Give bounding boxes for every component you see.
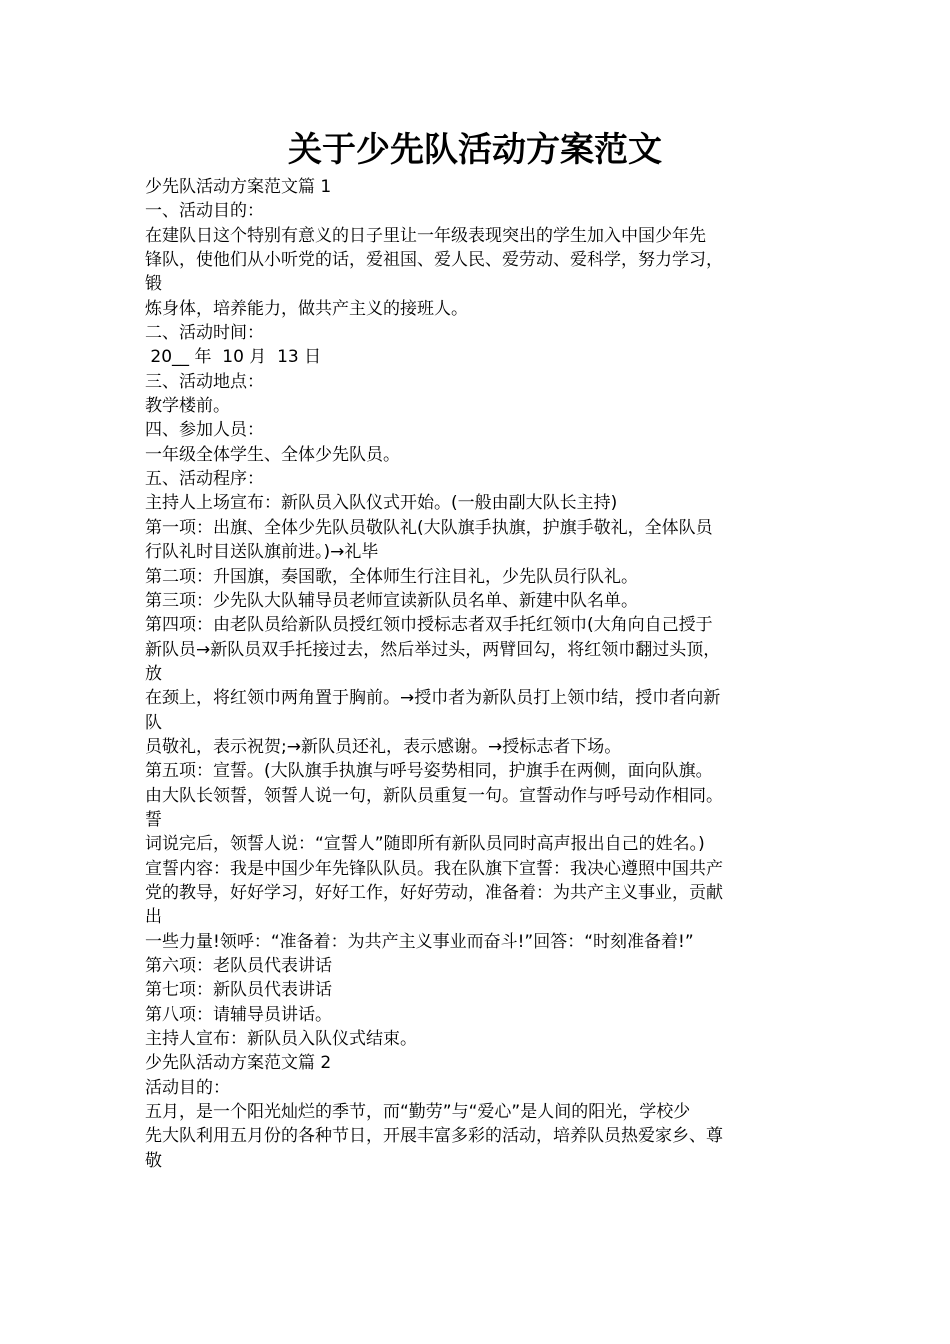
text-line: 五、活动程序： bbox=[145, 469, 264, 490]
text-line: 第五项：宣誓。(大队旗手执旗与呼号姿势相同，护旗手在两侧，面向队旗。 bbox=[145, 761, 713, 782]
text-line: 第八项：请辅导员讲话。 bbox=[145, 1004, 332, 1025]
text-line: 五月，是一个阳光灿烂的季节，而“勤劳”与“爱心”是人间的阳光，学校少 bbox=[145, 1102, 691, 1123]
text-line: 四、参加人员： bbox=[145, 420, 264, 441]
text-line: 少先队活动方案范文篇 1 bbox=[145, 177, 332, 197]
text-line: 由大队长领誓，领誓人说一句，新队员重复一句。宣誓动作与呼号动作相同。 bbox=[145, 785, 723, 806]
text-line: 锋队，使他们从小听党的话，爱祖国、爱人民、爱劳动、爱科学，努力学习， bbox=[145, 250, 723, 271]
text-line: 少先队活动方案范文篇 2 bbox=[145, 1053, 332, 1074]
text-line: 主持人上场宣布：新队员入队仪式开始。(一般由副大队长主持) bbox=[145, 493, 618, 514]
text-line: 第四项：由老队员给新队员授红领巾授标志者双手托红领巾(大角向自己授于 bbox=[145, 615, 713, 636]
text-line: 第六项：老队员代表讲话 bbox=[145, 956, 332, 976]
text-line: 炼身体，培养能力，做共产主义的接班人。 bbox=[145, 298, 468, 319]
text-line: 一、活动目的： bbox=[145, 201, 264, 222]
text-line: 一些力量!领呼：“准备着：为共产主义事业而奋斗!”回答：“时刻准备着!” bbox=[145, 931, 694, 952]
document-body bbox=[145, 175, 825, 1173]
text-line: 行队礼时目送队旗前进。)→礼毕 bbox=[145, 542, 379, 563]
text-line: 第二项：升国旗，奏国歌，全体师生行注目礼，少先队员行队礼。 bbox=[145, 566, 638, 587]
text-line: 先大队利用五月份的各种节日，开展丰富多彩的活动，培养队员热爱家乡、尊 bbox=[145, 1126, 723, 1147]
text-line: 党的教导，好好学习，好好工作，好好劳动，准备着：为共产主义事业，贡献 bbox=[145, 882, 723, 903]
text-line: 第一项：出旗、全体少先队员敬队礼(大队旗手执旗，护旗手敬礼，全体队员 bbox=[145, 517, 713, 538]
text-line: 誓 bbox=[145, 809, 162, 830]
text-line: 员敬礼，表示祝贺;→新队员还礼，表示感谢。→授标志者下场。 bbox=[145, 736, 622, 757]
text-line: 在建队日这个特别有意义的日子里让一年级表现突出的学生加入中国少年先 bbox=[145, 225, 706, 246]
text-line: 敬 bbox=[145, 1150, 162, 1171]
text-line: 活动目的： bbox=[145, 1077, 230, 1098]
text-line: 词说完后，领誓人说：“宣誓人”随即所有新队员同时高声报出自己的姓名。) bbox=[145, 834, 705, 855]
text-line: 在颈上，将红领巾两角置于胸前。→授巾者为新队员打上领巾结，授巾者向新 bbox=[145, 688, 721, 709]
text-line: 宣誓内容：我是中国少年先锋队队员。我在队旗下宣誓：我决心遵照中国共产 bbox=[145, 858, 723, 879]
text-line: 放 bbox=[145, 663, 162, 684]
text-line: 出 bbox=[145, 907, 162, 928]
text-line: 第七项：新队员代表讲话 bbox=[145, 980, 332, 1001]
document-title: 关于少先队活动方案范文 bbox=[288, 130, 662, 170]
text-line: 新队员→新队员双手托接过去，然后举过头，两臂回勾，将红领巾翻过头顶， bbox=[145, 639, 721, 660]
text-line: 教学楼前。 bbox=[145, 396, 230, 417]
text-line: 第三项：少先队大队辅导员老师宣读新队员名单、新建中队名单。 bbox=[145, 590, 638, 611]
text-line: 一年级全体学生、全体少先队员。 bbox=[145, 444, 400, 465]
text-line: 三、活动地点： bbox=[145, 371, 264, 392]
text-line: 锻 bbox=[145, 274, 162, 295]
text-line: 二、活动时间： bbox=[145, 323, 264, 344]
text-line: 主持人宣布：新队员入队仪式结束。 bbox=[145, 1029, 417, 1050]
text-line: 队 bbox=[145, 712, 162, 733]
text-line: 20__ 年 10 月 13 日 bbox=[145, 347, 322, 368]
